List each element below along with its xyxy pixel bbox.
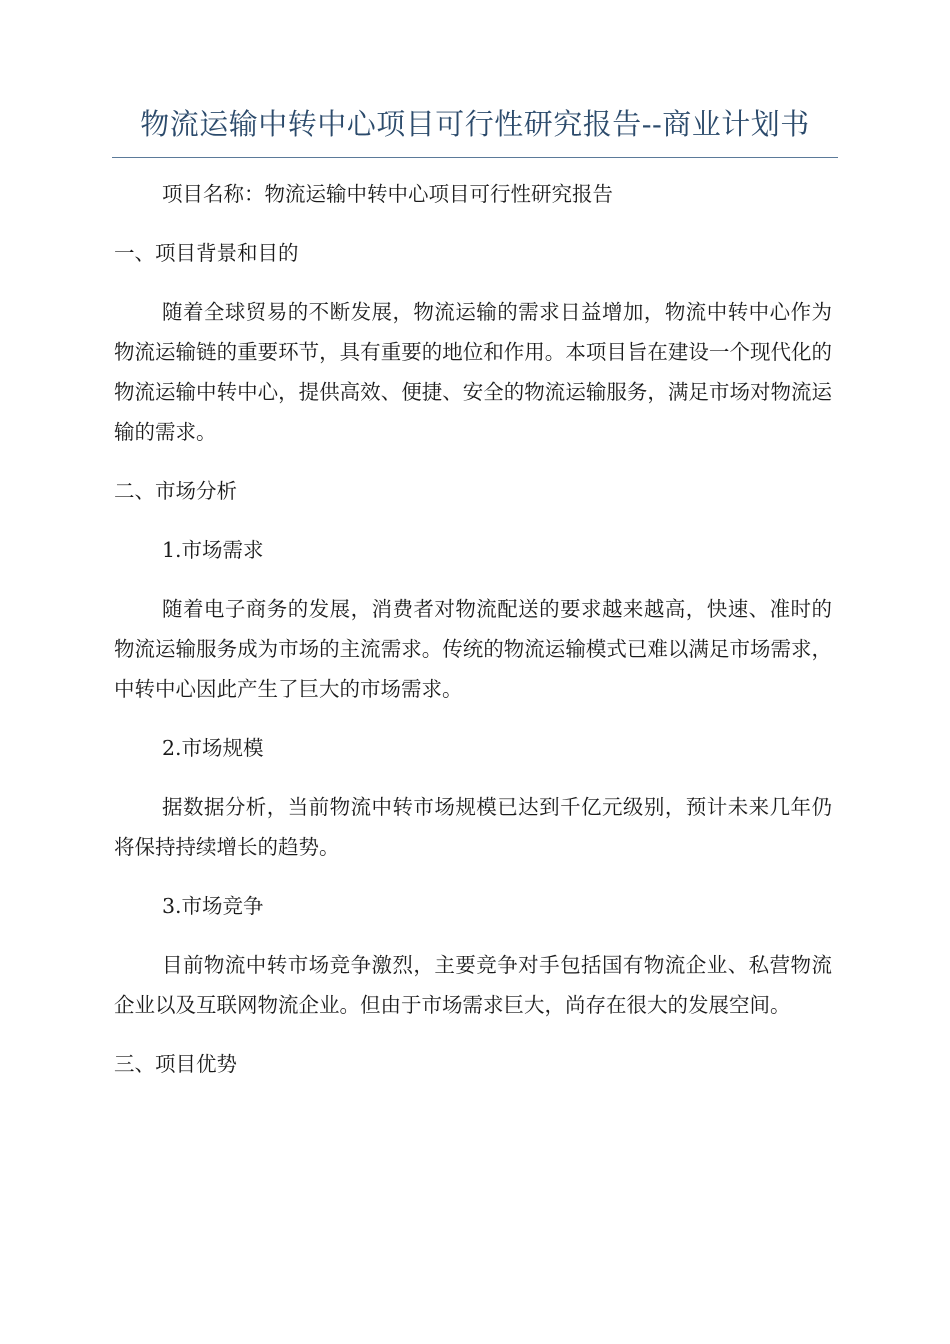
- subheading-market-demand: 1.市场需求: [162, 538, 264, 562]
- paragraph-background: 随着全球贸易的不断发展，物流运输的需求日益增加，物流中转中心作为物流运输链的重要环节，具有重要的地位和作用。本项目旨在建设一个现代化的物流运输中转中心，提供高效、便捷、安全的物流运输服务，满足市场对物流运输的需求。: [114, 300, 832, 444]
- title-divider: [112, 157, 838, 158]
- paragraph-market-size: 据数据分析，当前物流中转市场规模已达到千亿元级别，预计未来几年仍将保持持续增长的趋势。: [114, 795, 832, 859]
- subheading-market-competition: 3.市场竞争: [162, 894, 264, 918]
- paragraph-market-competition: 目前物流中转市场竞争激烈，主要竞争对手包括国有物流企业、私营物流企业以及互联网物流企业。但由于市场需求巨大，尚存在很大的发展空间。: [114, 953, 832, 1017]
- document-body: [114, 174, 832, 1084]
- subheading-market-size: 2.市场规模: [162, 736, 264, 760]
- section-heading-project-advantages: 三、项目优势: [114, 1052, 237, 1076]
- document-title: 物流运输中转中心项目可行性研究报告--商业计划书: [140, 107, 810, 141]
- section-heading-background: 一、项目背景和目的: [114, 241, 299, 265]
- project-name-line: 项目名称：物流运输中转中心项目可行性研究报告: [162, 182, 613, 206]
- paragraph-market-demand: 随着电子商务的发展，消费者对物流配送的要求越来越高，快速、准时的物流运输服务成为市场的主流需求。传统的物流运输模式已难以满足市场需求，中转中心因此产生了巨大的市场需求。: [114, 597, 832, 701]
- section-heading-market-analysis: 二、市场分析: [114, 479, 237, 503]
